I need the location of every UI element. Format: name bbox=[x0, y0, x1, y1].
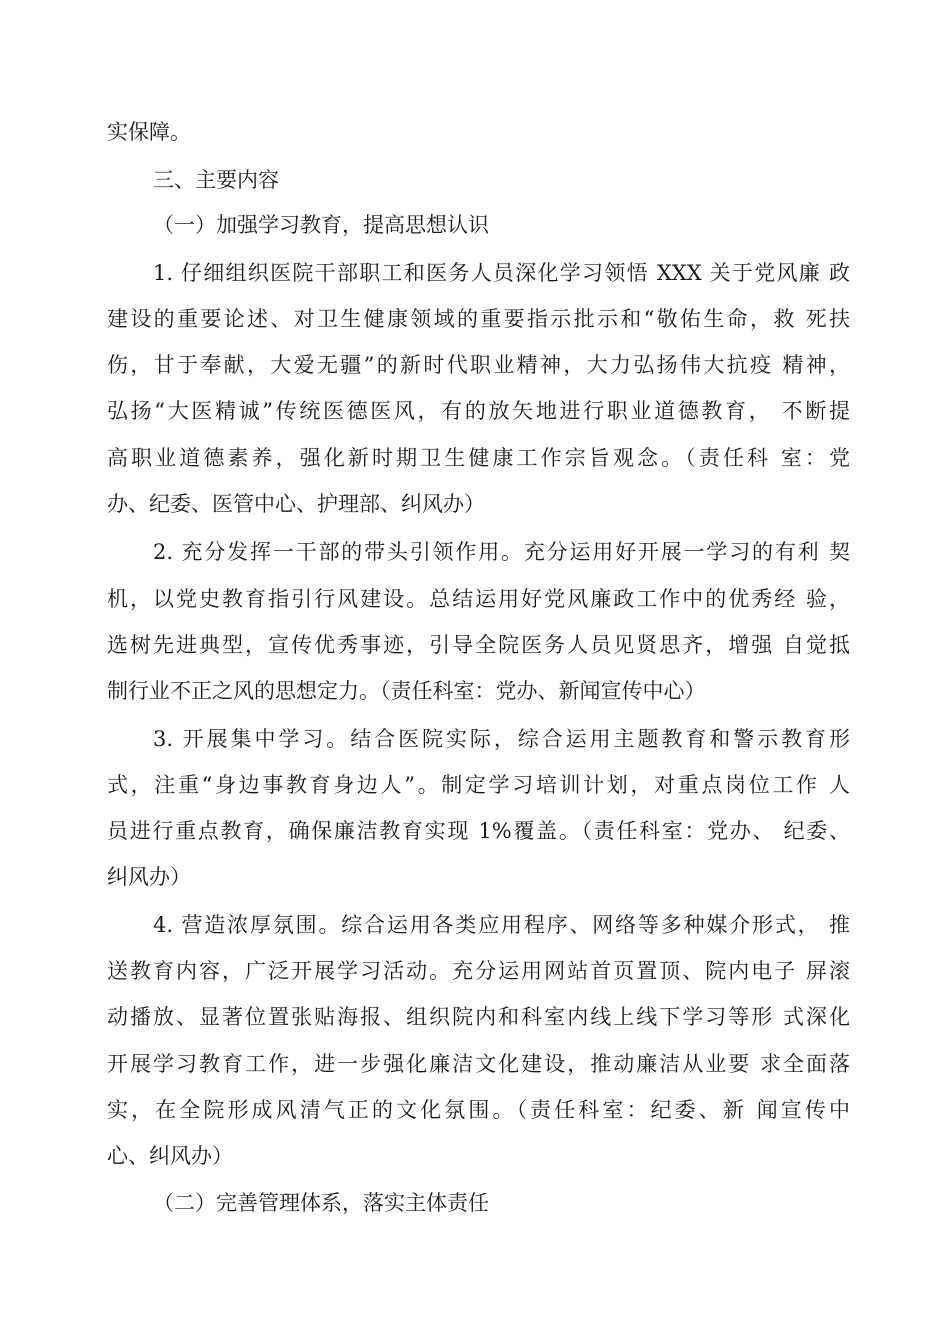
subsection-heading: （一）加强学习教育，提高思想认识 bbox=[153, 213, 489, 237]
text-line: 高职业道德素养，强化新时期卫生健康工作宗旨观念。（责任科 室：党 bbox=[107, 446, 850, 470]
text-line: 机，以党史教育指引行风建设。总结运用好党风廉政工作中的优秀经 验， bbox=[107, 587, 850, 611]
text-line: 开展学习教育工作，进一步强化廉洁文化建设，推动廉洁从业要 求全面落 bbox=[107, 1052, 850, 1076]
text-line: 伤，甘于奉献，大爱无疆”的新时代职业精神，大力弘扬伟大抗疫 精神， bbox=[107, 353, 850, 377]
text-line: 4. 营造浓厚氛围。综合运用各类应用程序、网络等多种媒介形式， 推 bbox=[153, 913, 850, 937]
text-line: 办、纪委、医管中心、护理部、纠风办） bbox=[107, 492, 485, 516]
subsection-heading: （二）完善管理体系，落实主体责任 bbox=[153, 1191, 489, 1215]
text-line: 制行业不正之风的思想定力。（责任科室：党办、新闻宣传中心） bbox=[107, 679, 706, 703]
text-line: 心、纠风办） bbox=[107, 1144, 233, 1168]
text-line: 2. 充分发挥一干部的带头引领作用。充分运用好开展一学习的有利 契 bbox=[153, 540, 850, 564]
text-line: 实保障。 bbox=[107, 120, 191, 144]
text-line: 纠风办） bbox=[107, 865, 191, 889]
text-line: 选树先进典型，宣传优秀事迹，引导全院医务人员见贤思齐，增强 自觉抵 bbox=[107, 633, 850, 657]
text-line: 送教育内容，广泛开展学习活动。充分运用网站首页置顶、院内电子 屏滚 bbox=[107, 959, 850, 983]
text-line: 式，注重“身边事教育身边人”。制定学习培训计划，对重点岗位工作 人 bbox=[107, 773, 850, 797]
text-line: 弘扬“大医精诚”传统医德医风，有的放矢地进行职业道德教育， 不断提 bbox=[107, 399, 850, 423]
text-line: 建设的重要论述、对卫生健康领域的重要指示批示和“敬佑生命，救 死扶 bbox=[107, 307, 850, 331]
text-line: 员进行重点教育，确保廉洁教育实现 1%覆盖。（责任科室：党办、 纪委、 bbox=[107, 819, 850, 843]
section-heading: 三、主要内容 bbox=[153, 168, 279, 192]
text-line: 3. 开展集中学习。结合医院实际，综合运用主题教育和警示教育形 bbox=[153, 727, 850, 751]
text-line: 动播放、显著位置张贴海报、组织院内和科室内线上线下学习等形 式深化 bbox=[107, 1005, 850, 1029]
text-line: 1. 仔细组织医院干部职工和医务人员深化学习领悟 XXX 关于党风廉 政 bbox=[153, 261, 850, 285]
text-line: 实，在全院形成风清气正的文化氛围。（责任科室：纪委、新 闻宣传中 bbox=[107, 1098, 850, 1122]
